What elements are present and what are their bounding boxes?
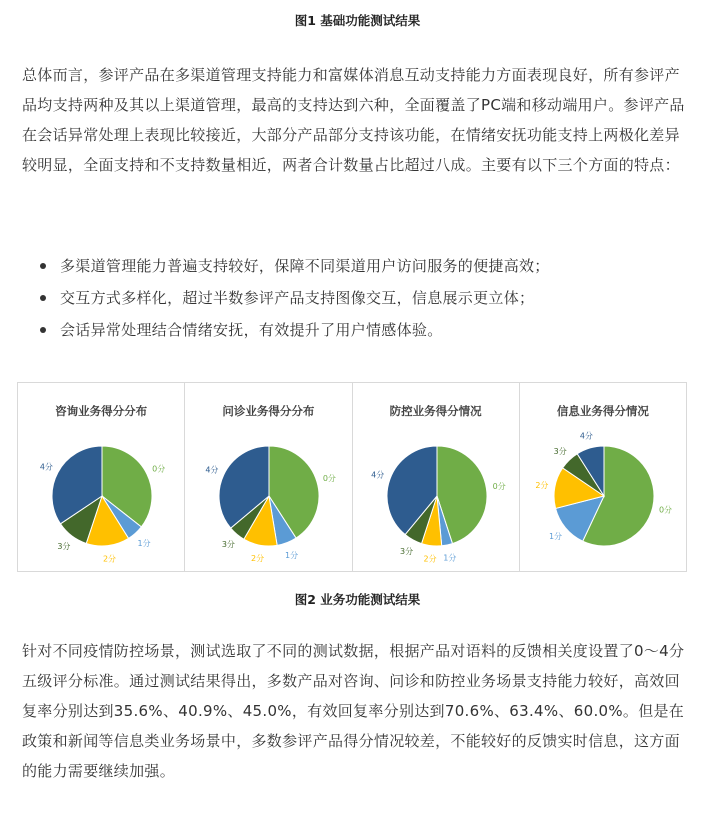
slice-label: 2分: [535, 481, 549, 491]
slice-label: 3分: [553, 446, 567, 456]
slice-label: 0分: [658, 505, 672, 515]
slice-label: 3分: [399, 547, 413, 557]
figure-1-caption: 图1 基础功能测试结果: [294, 13, 421, 28]
chart-panel-information: [520, 383, 686, 571]
slice-label: 1分: [442, 553, 456, 563]
list-item-text: 会话异常处理结合情绪安抚，有效提升了用户情感体验。: [60, 321, 443, 339]
feature-list: [38, 250, 678, 346]
slice-label: 0分: [152, 464, 166, 474]
results-paragraph: 针对不同疫情防控场景，测试选取了不同的测试数据，根据产品对语料的反馈相关度设置了0～4分五级评分标准。通过测试结果得出，多数产品对咨询、问诊和防控业务场景支持能力较好，高效回复率分别达到35.6%、40.9%、45.0%，有效回复率分别达到70.6%、63.4%、60.0%。但是在政策和新闻等信息类业务场景中，多数参评产品得分情况较差，不能较好的反馈实时信息，这方面的能力需要继续加强。: [22, 642, 685, 780]
slice-label: 3分: [222, 540, 236, 550]
slice-label: 2分: [423, 554, 437, 564]
chart-panel-consult: [18, 383, 185, 571]
chart-title: 问诊业务得分分布: [222, 404, 315, 418]
pie-chart-prevention: [353, 383, 520, 571]
slice-label: 4分: [579, 431, 593, 441]
chart-title: 信息业务得分情况: [556, 404, 649, 418]
chart-panel-prevention: [353, 383, 520, 571]
bullet-dot-icon: [40, 327, 46, 333]
business-charts-figure: [17, 382, 687, 572]
slice-label: 4分: [39, 462, 53, 472]
pie-chart-information: [520, 383, 687, 571]
slice-label: 0分: [323, 474, 337, 484]
list-item: [38, 314, 678, 346]
slice-label: 1分: [548, 532, 562, 542]
bullet-dot-icon: [40, 263, 46, 269]
slice-label: 2分: [102, 554, 117, 564]
pie-chart-consult: [18, 383, 185, 571]
chart-panel-diagnosis: [185, 383, 352, 571]
list-item-text: 交互方式多样化，超过半数参评产品支持图像交互，信息展示更立体；: [60, 289, 535, 307]
slice-label: 1分: [285, 550, 299, 560]
slice-label: 3分: [57, 542, 71, 552]
list-item: [38, 250, 678, 282]
slice-label: 4分: [205, 465, 219, 475]
slice-label: 4分: [370, 470, 384, 480]
list-item: [38, 282, 678, 314]
chart-title: 防控业务得分情况: [389, 404, 482, 418]
figure-2-caption: 图2 业务功能测试结果: [294, 592, 421, 607]
chart-title: 咨询业务得分分布: [55, 404, 148, 418]
slice-label: 0分: [492, 482, 506, 492]
list-item-text: 多渠道管理能力普遍支持较好，保障不同渠道用户访问服务的便捷高效；: [60, 257, 550, 275]
bullet-dot-icon: [40, 295, 46, 301]
pie-chart-diagnosis: [185, 383, 352, 571]
slice-label: 2分: [251, 554, 265, 563]
intro-paragraph: 总体而言，参评产品在多渠道管理支持能力和富媒体消息互动支持能力方面表现良好，所有参评产品均支持两种及其以上渠道管理，最高的支持达到六种，全面覆盖了PC端和移动端用户。参评产品在会话异常处理上表现比较接近，大部分产品部分支持该功能，在情绪安抚功能支持上两极化差异较明显，全面支持和不支持数量相近，两者合计数量占比超过八成。主要有以下三个方面的特点：: [22, 66, 685, 174]
slice-label: 1分: [137, 538, 151, 548]
